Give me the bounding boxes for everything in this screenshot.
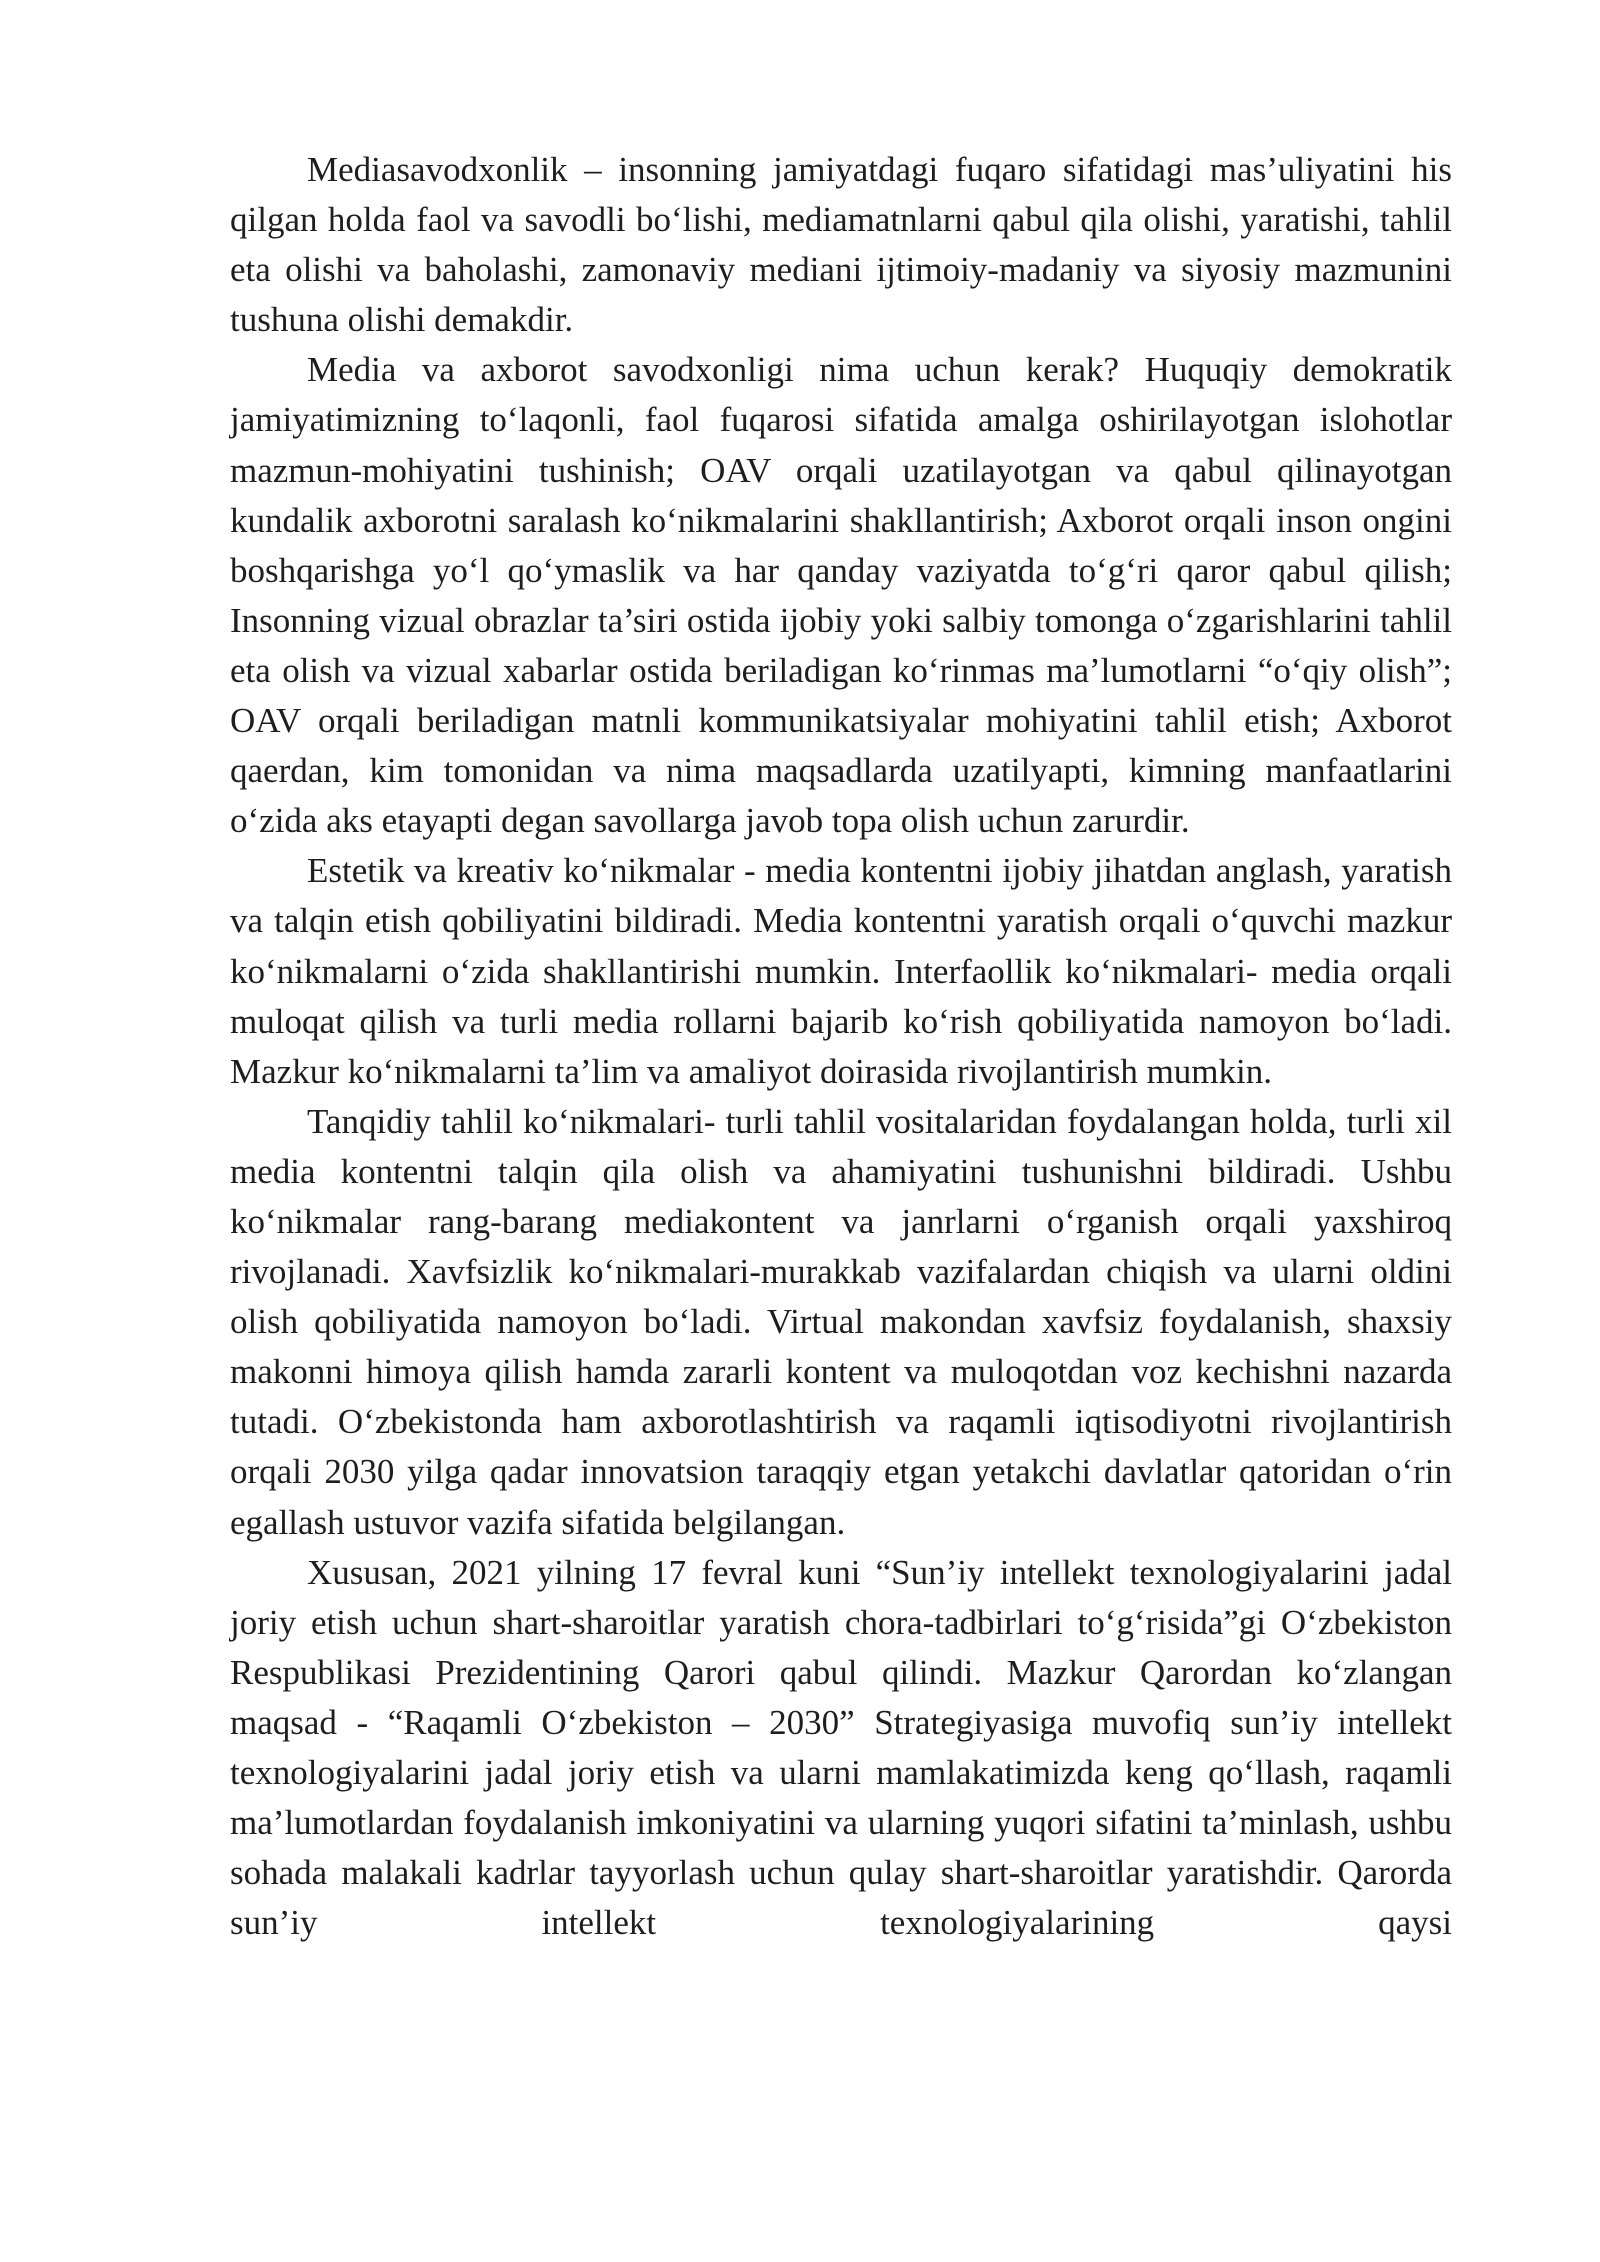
paragraph-ai-decree: Xususan, 2021 yilning 17 fevral kuni “Sun’iy intellekt texnologiyalarini jadal joriy etish uchun shart-sharoitlar yaratish chora-tadbirlari to‘g‘risida”gi O‘zbekiston Respublikasi Prezidentining Qarori qabul qilindi. Mazkur Qarordan ko‘zlangan maqsad - “Raqamli O‘zbekiston – 2030” Strategiyasiga muvofiq sun’iy intellekt texnologiyalarini jadal joriy etish va ularni mamlakatimizda keng qo‘llash, raqamli ma’lumotlardan foydalanish imkoniyatini va ularning yuqori sifatini ta’minlash, ushbu sohada malakali kadrlar tayyorlash uchun qulay shart-sharoitlar yaratishdir. Qarorda sun’iy intellekt texnologiyalarining qaysi xyxy=(230,1552,1452,1943)
document-page xyxy=(230,145,1452,1948)
paragraph-media-literacy-definition: Mediasavodxonlik – insonning jamiyatdagi fuqaro sifatidagi mas’uliyatini his qilgan holda faol va savodli bo‘lishi, mediamatnlarni qabul qila olishi, yaratishi, tahlil eta olishi va baholashi, zamonaviy mediani ijtimoiy-madaniy va siyosiy mazmunini tushuna olishi demakdir. xyxy=(230,150,1452,340)
paragraph-why-media-literacy: Media va axborot savodxonligi nima uchun kerak? Huquqiy demokratik jamiyatimizning to‘laqonli, faol fuqarosi sifatida amalga oshirilayotgan islohotlar mazmun-mohiyatini tushinish; OAV orqali uzatilayotgan va qabul qilinayotgan kundalik axborotni saralash ko‘nikmalarini shakllantirish; Axborot orqali inson ongini boshqarishga yo‘l qo‘ymaslik va har qanday vaziyatda to‘g‘ri qaror qabul qilish; Insonning vizual obrazlar ta’siri ostida ijobiy yoki salbiy tomonga o‘zgarishlarini tahlil eta olish va vizual xabarlar ostida beriladigan ko‘rinmas ma’lumotlarni “o‘qiy olish”; OAV orqali beriladigan matnli kommunikatsiyalar mohiyatini tahlil etish; Axborot qaerdan, kim tomonidan va nima maqsadlarda uzatilyapti, kimning manfaatlarini o‘zida aks etayapti degan savollarga javob topa olish uchun zarurdir. xyxy=(230,350,1452,841)
paragraph-critical-analysis-skills: Tanqidiy tahlil ko‘nikmalari- turli tahlil vositalaridan foydalangan holda, turli xil media kontentni talqin qila olish va ahamiyatini tushunishni bildiradi. Ushbu ko‘nikmalar rang-barang mediakontent va janrlarni o‘rganish orqali yaxshiroq rivojlanadi. Xavfsizlik ko‘nikmalari-murakkab vazifalardan chiqish va ularni oldini olish qobiliyatida namoyon bo‘ladi. Virtual makondan xavfsiz foydalanish, shaxsiy makonni himoya qilish hamda zararli kontent va muloqotdan voz kechishni nazarda tutadi. O‘zbekistonda ham axborotlashtirish va raqamli iqtisodiyotni rivojlantirish orqali 2030 yilga qadar innovatsion taraqqiy etgan yetakchi davlatlar qatoridan o‘rin egallash ustuvor vazifa sifatida belgilangan. xyxy=(230,1101,1452,1542)
paragraph-aesthetic-creative-skills: Estetik va kreativ ko‘nikmalar - media kontentni ijobiy jihatdan anglash, yaratish va talqin etish qobiliyatini bildiradi. Media kontentni yaratish orqali o‘quvchi mazkur ko‘nikmalarni o‘zida shakllantirishi mumkin. Interfaollik ko‘nikmalari- media orqali muloqat qilish va turli media rollarni bajarib ko‘rish qobiliyatida namoyon bo‘ladi. Mazkur ko‘nikmalarni ta’lim va amaliyot doirasida rivojlantirish mumkin. xyxy=(230,851,1452,1091)
